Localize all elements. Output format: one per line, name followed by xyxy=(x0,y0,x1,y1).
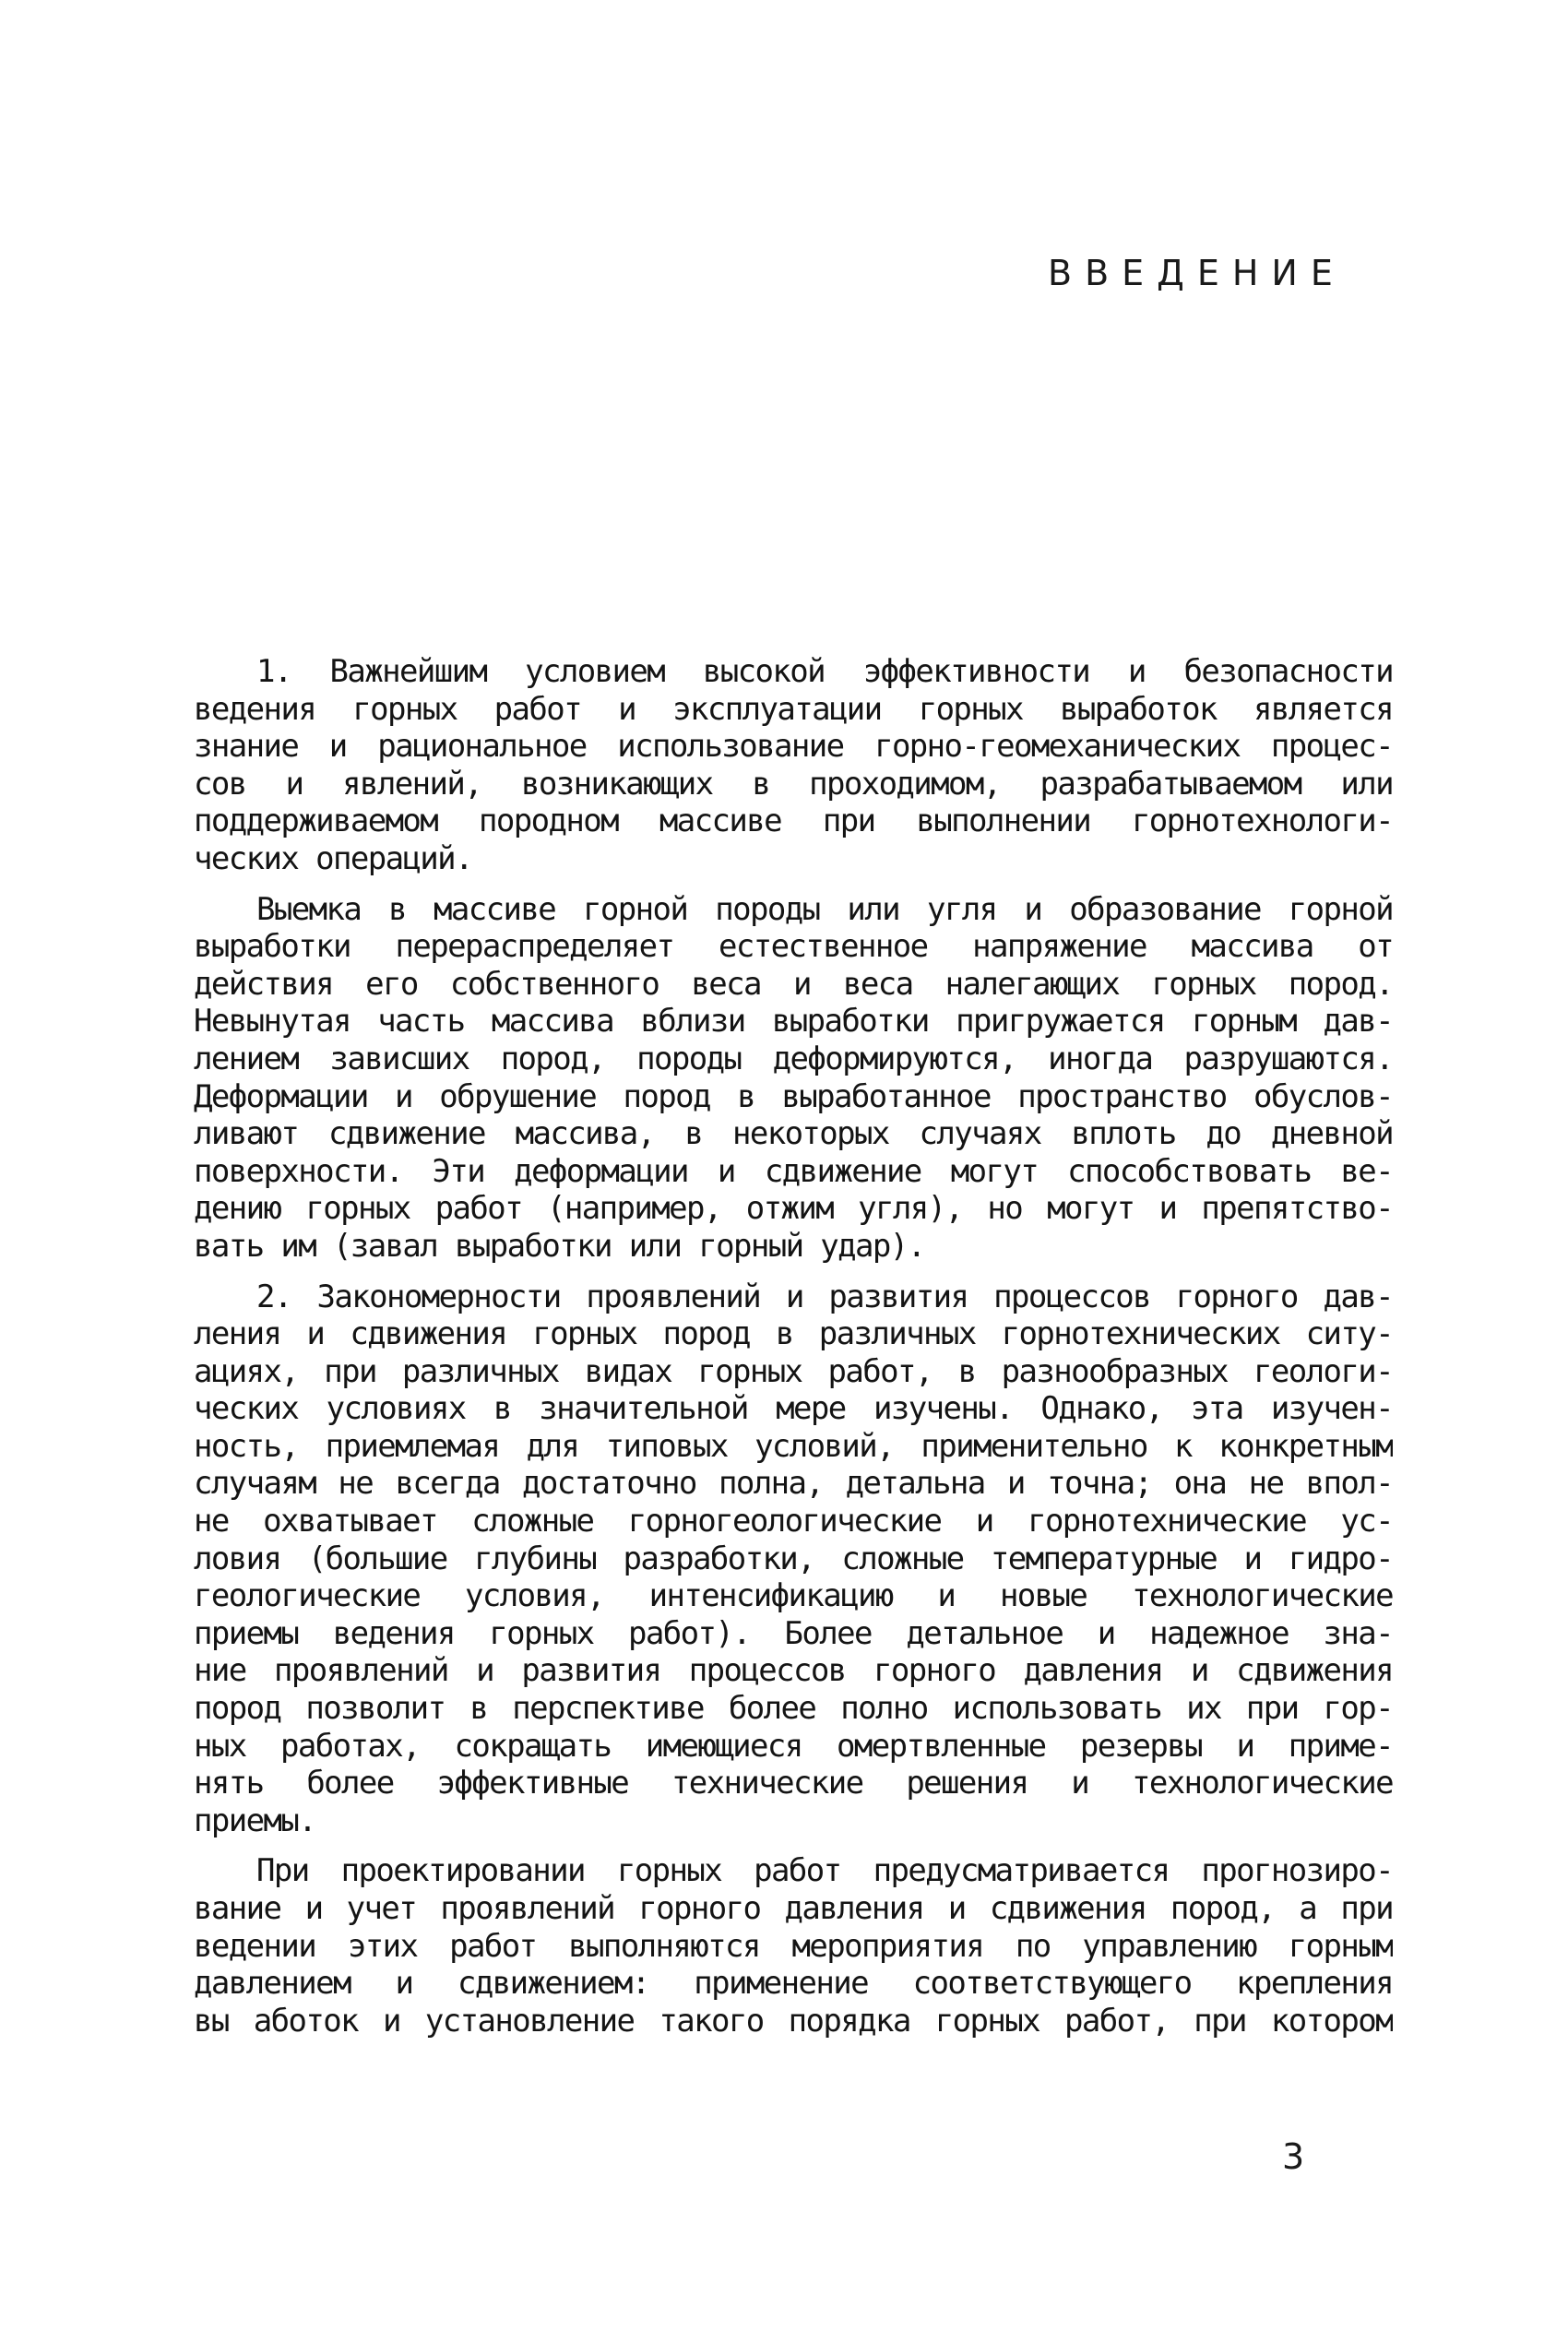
text-line: поддерживаемом породном массиве при выполнении горнотехнологи- xyxy=(194,803,1393,840)
text-line: 1. Важнейшим условием высокой эффективности и безопасности xyxy=(256,653,1393,690)
text-line: ность, приемлемая для типовых условий, применительно к конкретным xyxy=(194,1427,1393,1465)
text-line: ливают сдвижение массива, в некоторых случаях вплоть до дневной xyxy=(194,1115,1393,1153)
text-line: 2. Закономерности проявлений и развития процессов горного дав- xyxy=(256,1278,1393,1315)
text-line: вание и учет проявлений горного давления и сдвижения пород, а при xyxy=(194,1890,1393,1927)
text-line: давлением и сдвижением: применение соответствующего крепления xyxy=(194,1965,1393,2003)
text-line: Выемка в массиве горной породы или угля и образование горной xyxy=(256,890,1393,928)
text-line: не охватывает сложные горногеологические и горнотехнические ус- xyxy=(194,1503,1393,1540)
text-line: ных работах, сокращать имеющиеся омертвленные резервы и приме- xyxy=(194,1727,1393,1765)
text-line: случаям не всегда достаточно полна, детальна и точна; она не впол- xyxy=(194,1465,1393,1503)
text-line: При проектировании горных работ предусматривается прогнозиро- xyxy=(256,1852,1393,1890)
text-line: сов и явлений, возникающих в проходимом, разрабатываемом или xyxy=(194,765,1393,803)
text-line: вать им (завал выработки или горный удар). xyxy=(194,1227,925,1265)
text-line: ческих операций. xyxy=(194,839,472,877)
text-line: знание и рациональное использование горно-геомеханических процес- xyxy=(194,728,1393,766)
text-line: ведения горных работ и эксплуатации горных выработок является xyxy=(194,690,1393,728)
text-line: лением зависших пород, породы деформируются, иногда разрушаются. xyxy=(194,1040,1393,1077)
text-line: вы аботок и установление такого порядка горных работ, при котором xyxy=(194,2002,1393,2040)
text-line: нять более эффективные технические решения и технологические xyxy=(194,1765,1393,1802)
text-line: ведении этих работ выполняются мероприятия по управлению горным xyxy=(194,1927,1393,1965)
text-line: действия его собственного веса и веса налегающих горных пород. xyxy=(194,965,1393,1003)
text-line: выработки перераспределяет естественное напряжение массива от xyxy=(194,928,1393,966)
page-title: ВВЕДЕНИЕ xyxy=(1048,253,1346,293)
text-line: приемы ведения горных работ). Более детальное и надежное зна- xyxy=(194,1614,1393,1652)
text-line: ления и сдвижения горных пород в различных горнотехнических ситу- xyxy=(194,1315,1393,1353)
text-line: Деформации и обрушение пород в выработанное пространство обуслов- xyxy=(194,1077,1393,1115)
text-line: пород позволит в перспективе более полно использовать их при гор- xyxy=(194,1690,1393,1728)
text-line: Невынутая часть массива вблизи выработки пригружается горным дав- xyxy=(194,1003,1393,1041)
text-line: поверхности. Эти деформации и сдвижение могут способствовать ве- xyxy=(194,1152,1393,1190)
text-line: ловия (большие глубины разработки, сложные температурные и гидро- xyxy=(194,1540,1393,1577)
text-line: ациях, при различных видах горных работ, в разнообразных геологи- xyxy=(194,1352,1393,1390)
text-line: ческих условиях в значительной мере изучены. Однако, эта изучен- xyxy=(194,1390,1393,1428)
text-line: ние проявлений и развития процессов горного давления и сдвижения xyxy=(194,1652,1393,1690)
text-line: приемы. xyxy=(194,1802,316,1839)
text-line: геологические условия, интенсификацию и новые технологические xyxy=(194,1577,1393,1615)
text-line: дению горных работ (например, отжим угля), но могут и препятство- xyxy=(194,1190,1393,1228)
page-number: 3 xyxy=(1282,2136,1305,2177)
body-text xyxy=(194,653,1393,2040)
